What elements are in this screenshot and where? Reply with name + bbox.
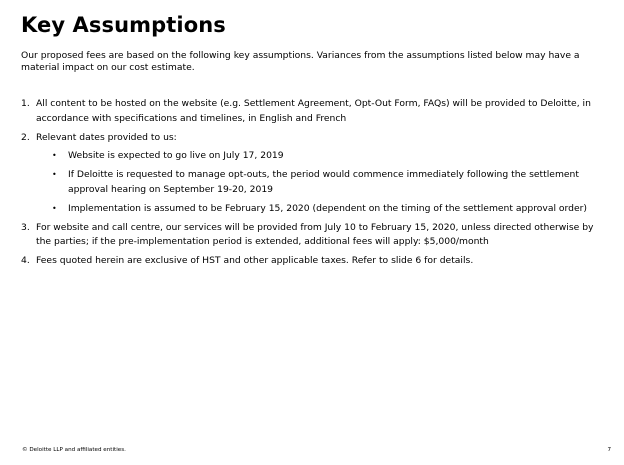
sublist-item-text: If Deloitte is requested to manage opt-outs, the period would commence immediately following the settlement approval hearing on September 19-20, 2019 bbox=[68, 169, 579, 195]
intro-paragraph: Our proposed fees are based on the following key assumptions. Variances from the assumptions listed below may have a material impact on our cost estimate. bbox=[21, 50, 580, 73]
list-item bbox=[21, 97, 611, 126]
item-number: 1. bbox=[21, 98, 30, 109]
list-item bbox=[21, 131, 611, 217]
page-title: Key Assumptions bbox=[21, 13, 226, 37]
dates-sublist bbox=[36, 149, 611, 216]
item-number: 3. bbox=[21, 221, 30, 233]
sublist-item bbox=[36, 168, 611, 197]
assumptions-list bbox=[21, 97, 611, 273]
list-item bbox=[21, 221, 611, 250]
sublist-item-text: Website is expected to go live on July 17, 2019 bbox=[68, 150, 284, 161]
list-item bbox=[21, 254, 611, 269]
item-text: All content to be hosted on the website (e.g. Settlement Agreement, Opt-Out Form, FAQs) will be provided to Deloitte, in accordance with specifications and timelines, in English and French bbox=[36, 98, 591, 124]
item-text: Fees quoted herein are exclusive of HST and other applicable taxes. Refer to slide 6 for details. bbox=[36, 255, 474, 266]
item-number: 2. bbox=[21, 131, 30, 143]
item-number: 4. bbox=[21, 255, 30, 266]
page-number: 7 bbox=[607, 447, 611, 453]
bullet-icon: • bbox=[52, 151, 57, 160]
sublist-item bbox=[36, 149, 611, 164]
item-text: Relevant dates provided to us: bbox=[36, 131, 177, 143]
sublist-item-text: Implementation is assumed to be February 15, 2020 (dependent on the timing of the settlement approval order) bbox=[68, 202, 588, 214]
bullet-icon: • bbox=[52, 170, 57, 179]
copyright-footer: © Deloitte LLP and affiliated entities. bbox=[22, 447, 126, 453]
sublist-item bbox=[36, 202, 611, 217]
item-text: For website and call centre, our services will be provided from July 10 to February 15, 2020, unless directed otherwise by the parties; if the pre-implementation period is extended, additional fees will apply: $5,000/month bbox=[36, 221, 594, 247]
bullet-icon: • bbox=[52, 203, 57, 213]
